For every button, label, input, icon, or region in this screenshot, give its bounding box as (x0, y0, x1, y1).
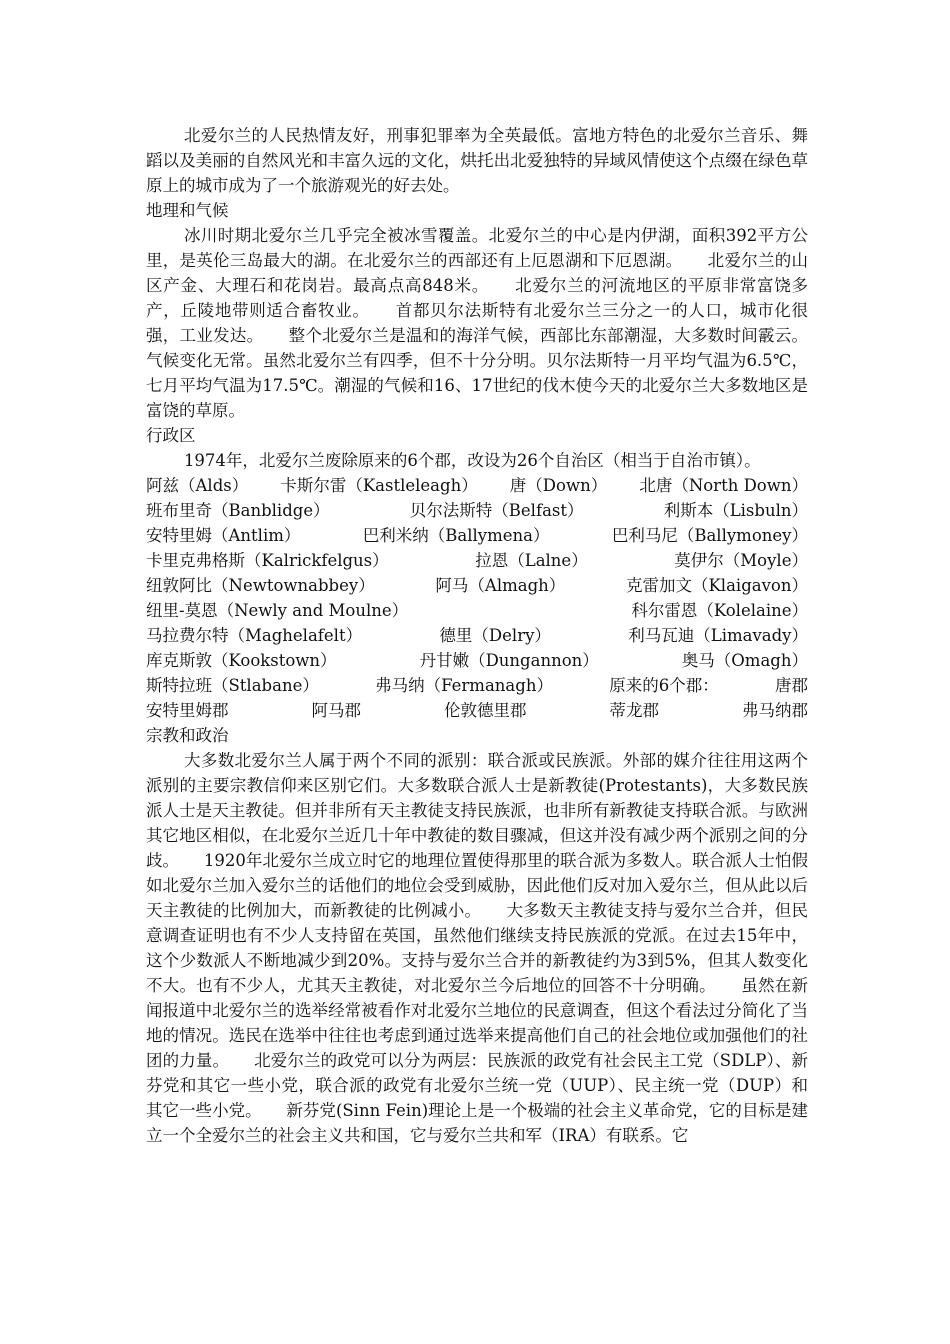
religion-politics-paragraph: 大多数北爱尔兰人属于两个不同的派别：联合派或民族派。外部的媒介往往用这两个派别的主要宗教信仰来区别它们。大多数联合派人士是新教徒(Protestants)，大多数民族派人士是天主教徒。但并非所有天主教徒支持民族派，也非所有新教徒支持联合派。与欧洲其它地区相似，在北爱尔兰近几十年中教徒的数目骤减，但这并没有减少两个派别之间的分歧。 1920年北爱尔兰成立时它的地理位置使得那里的联合派为多数人。联合派人士怕假如北爱尔兰加入爱尔兰的话他们的地位会受到威胁，因此他们反对加入爱尔兰，但从此以后天主教徒的比例加大，而新教徒的比例减小。 大多数天主教徒支持与爱尔兰合并，但民意调查证明也有不少人支持留在英国，虽然他们继续支持民族派的党派。在过去15年中，这个少数派人不断地减少到20%。支持与爱尔兰合并的新教徒约为3到5%，但其人数变化不大。也有不少人，尤其天主教徒，对北爱尔兰今后地位的回答不十分明确。 虽然在新闻报道中北爱尔兰的选举经常被看作对北爱尔兰地位的民意调查，但这个看法过分简化了当地的情况。选民在选举中往往也考虑到通过选举来提高他们自己的社会地位或加强他们的社团的力量。 北爱尔兰的政党可以分为两层：民族派的政党有社会民主工党（SDLP）、新芬党和其它一些小党，联合派的政党有北爱尔兰统一党（UUP）、民主统一党（DUP）和其它一些小党。 新芬党(Sinn Fein)理论上是一个极端的社会主义革命党，它的目标是建立一个全爱尔兰的社会主义共和国，它与爱尔兰共和军（IRA）有联系。它 (146, 751, 808, 1145)
district-item: 巴利马尼（Ballymoney） (611, 526, 808, 545)
district-item: 弗马纳（Fermanagh） (375, 676, 553, 695)
district-item: 库克斯敦（Kookstown） (146, 651, 337, 670)
old-county-item: 伦敦德里郡 (444, 701, 527, 720)
district-item: 丹甘嫩（Dungannon） (419, 651, 599, 670)
district-item: 马拉费尔特（Maghelafelt） (146, 626, 363, 645)
district-item: 奥马（Omagh） (681, 651, 808, 670)
district-item: 唐（Down） (509, 476, 608, 495)
old-county-item: 唐郡 (774, 676, 808, 695)
section-heading-religion-politics: 宗教和政治 (146, 726, 229, 745)
district-item: 纽敦阿比（Newtownabbey） (146, 576, 375, 595)
document-page (146, 123, 808, 1148)
section-heading-administration: 行政区 (146, 426, 196, 445)
district-item: 克雷加文（Klaigavon） (625, 576, 808, 595)
old-county-item: 弗马纳郡 (742, 701, 808, 720)
old-county-item: 安特里姆郡 (146, 701, 229, 720)
district-item: 卡里克弗格斯（Kalrickfelgus） (146, 551, 389, 570)
district-item: 拉恩（Lalne） (475, 551, 588, 570)
district-item: 阿兹（Alds） (146, 476, 249, 495)
district-item: 安特里姆（Antlim） (146, 526, 301, 545)
old-county-item: 阿马郡 (311, 701, 361, 720)
section-heading-geography: 地理和气候 (146, 201, 229, 220)
district-item: 利斯本（Lisbuln） (663, 501, 808, 520)
district-item: 班布里奇（Banblidge） (146, 501, 330, 520)
district-item: 贝尔法斯特（Belfast） (409, 501, 584, 520)
old-county-item: 蒂龙郡 (609, 701, 659, 720)
district-list (146, 448, 808, 723)
district-item: 德里（Delry） (439, 626, 551, 645)
district-item: 阿马（Almagh） (435, 576, 566, 595)
intro-paragraph: 北爱尔兰的人民热情友好，刑事犯罪率为全英最低。富地方特色的北爱尔兰音乐、舞蹈以及美丽的自然风光和丰富久远的文化，烘托出北爱独特的异域风情使这个点缀在绿色草原上的城市成为了一个旅游观光的好去处。 (146, 126, 808, 195)
district-item: 巴利米纳（Ballymena） (362, 526, 550, 545)
district-item: 北唐（North Down） (639, 476, 808, 495)
old-counties-label: 原来的6个郡： (609, 676, 719, 695)
district-item: 卡斯尔雷（Kastleleagh） (280, 476, 478, 495)
district-item: 斯特拉班（Stlabane） (146, 676, 319, 695)
geography-paragraph: 冰川时期北爱尔兰几乎完全被冰雪覆盖。北爱尔兰的中心是内伊湖，面积392平方公里，是英伦三岛最大的湖。在北爱尔兰的西部还有上厄恩湖和下厄恩湖。 北爱尔兰的山区产金、大理石和花岗岩。最高点高848米。 北爱尔兰的河流地区的平原非常富饶多产，丘陵地带则适合畜牧业。 首都贝尔法斯特有北爱尔兰三分之一的人口，城市化很强，工业发达。 整个北爱尔兰是温和的海洋气候，西部比东部潮湿，大多数时间霰云。气候变化无常。虽然北爱尔兰有四季，但不十分分明。贝尔法斯特一月平均气温为6.5℃，七月平均气温为17.5℃。潮湿的气候和16、17世纪的伐木使今天的北爱尔兰大多数地区是富饶的草原。 (146, 226, 808, 420)
district-item: 科尔雷恩（Kolelaine） (631, 601, 808, 620)
district-item: 莫伊尔（Moyle） (674, 551, 808, 570)
district-item: 纽里-莫恩（Newly and Moulne） (146, 601, 409, 620)
administration-lead: 1974年，北爱尔兰废除原来的6个郡，改设为26个自治区（相当于自治市镇）。 (183, 451, 761, 470)
district-item: 利马瓦迪（Limavady） (628, 626, 808, 645)
